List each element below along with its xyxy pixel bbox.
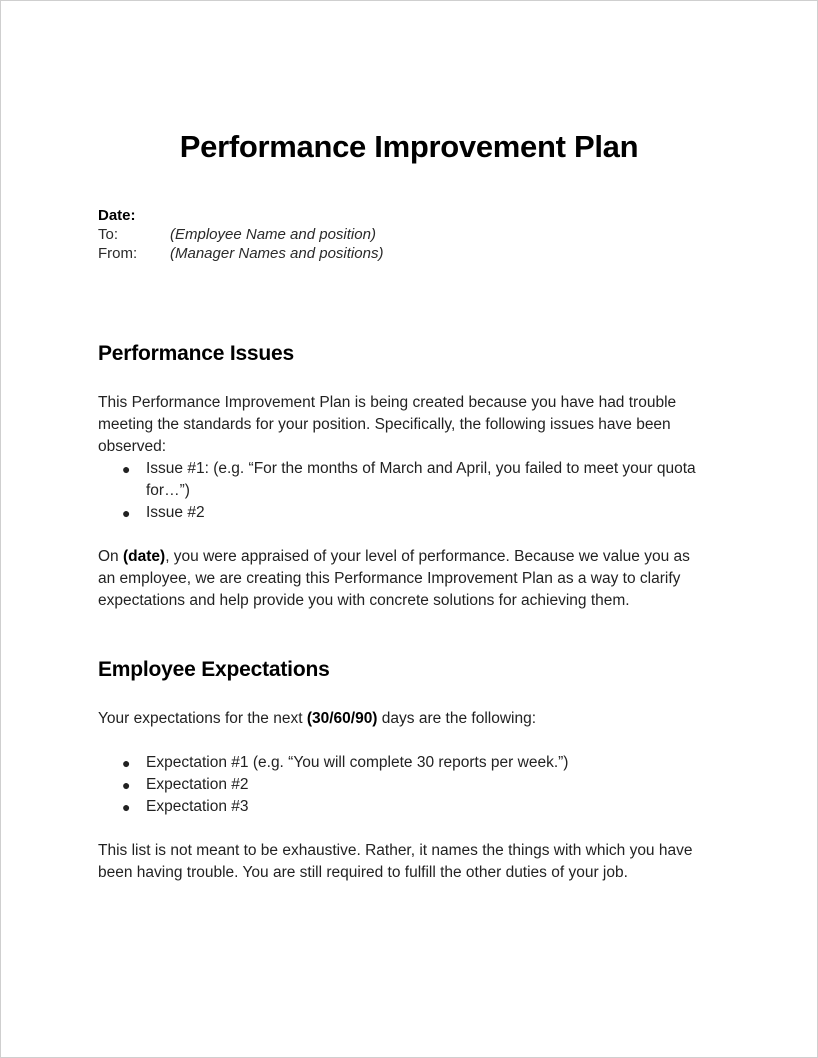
list-item [98,774,706,796]
bullet-icon: ● [122,755,131,771]
employee-expectations-heading: Employee Expectations [98,658,330,681]
issues-list [98,458,738,524]
date-label: Date: [98,207,136,224]
from-row [98,244,383,263]
list-item [98,502,706,524]
expectation-text: Expectation #2 [146,776,249,793]
appraisal-rest: , you were appraised of your level of performance. Because we value you as an employee, we are creating this Performance Improvement Plan as a way to clarify expectations and help provide you with concrete solutions for achieving them. [98,548,690,609]
bullet-icon: ● [122,461,131,477]
appraisal-prefix: On [98,548,123,565]
memo-header [98,206,383,263]
bullet-icon: ● [122,777,131,793]
performance-issues-section [98,342,738,366]
to-label: To: [98,226,119,243]
to-row [98,225,383,244]
list-item [98,752,706,774]
expectation-text: Expectation #1 (e.g. “You will complete 30 reports per week.”) [146,754,569,771]
list-item [98,796,706,818]
performance-issues-intro-block [98,392,738,458]
expectations-period: (30/60/90) [306,710,378,727]
expectations-intro-rest: days are the following: [377,710,537,727]
closing-block [98,840,738,884]
appraisal-paragraph [98,546,708,612]
issues-list-block [98,458,738,524]
expectations-intro-block [98,708,738,730]
issue-text: Issue #1: (e.g. “For the months of March and April, you failed to meet your quota for…”) [146,460,696,499]
expectations-intro-prefix: Your expectations for the next [98,710,307,727]
appraisal-date: (date) [122,548,166,565]
page-title: Performance Improvement Plan [179,129,639,164]
performance-issues-intro: This Performance Improvement Plan is being created because you have had trouble meeting the standards for your position. Specifically, the following issues have been observed: [98,394,677,455]
from-label: From: [98,245,138,262]
employee-expectations-section [98,658,738,682]
expectations-list [98,752,738,818]
list-item [98,458,706,502]
issue-text: Issue #2 [146,504,205,521]
closing-paragraph: This list is not meant to be exhaustive. Rather, it names the things with which you have been having trouble. You are still required to fulfill the other duties of your job. [98,842,693,881]
from-value: (Manager Names and positions) [170,245,384,262]
expectation-text: Expectation #3 [146,798,249,815]
performance-issues-heading: Performance Issues [98,342,295,365]
appraisal-block [98,546,738,612]
to-value: (Employee Name and position) [170,226,376,243]
expectations-list-block [98,752,738,818]
bullet-icon: ● [122,799,131,815]
expectations-intro [98,708,738,730]
bullet-icon: ● [122,505,131,521]
